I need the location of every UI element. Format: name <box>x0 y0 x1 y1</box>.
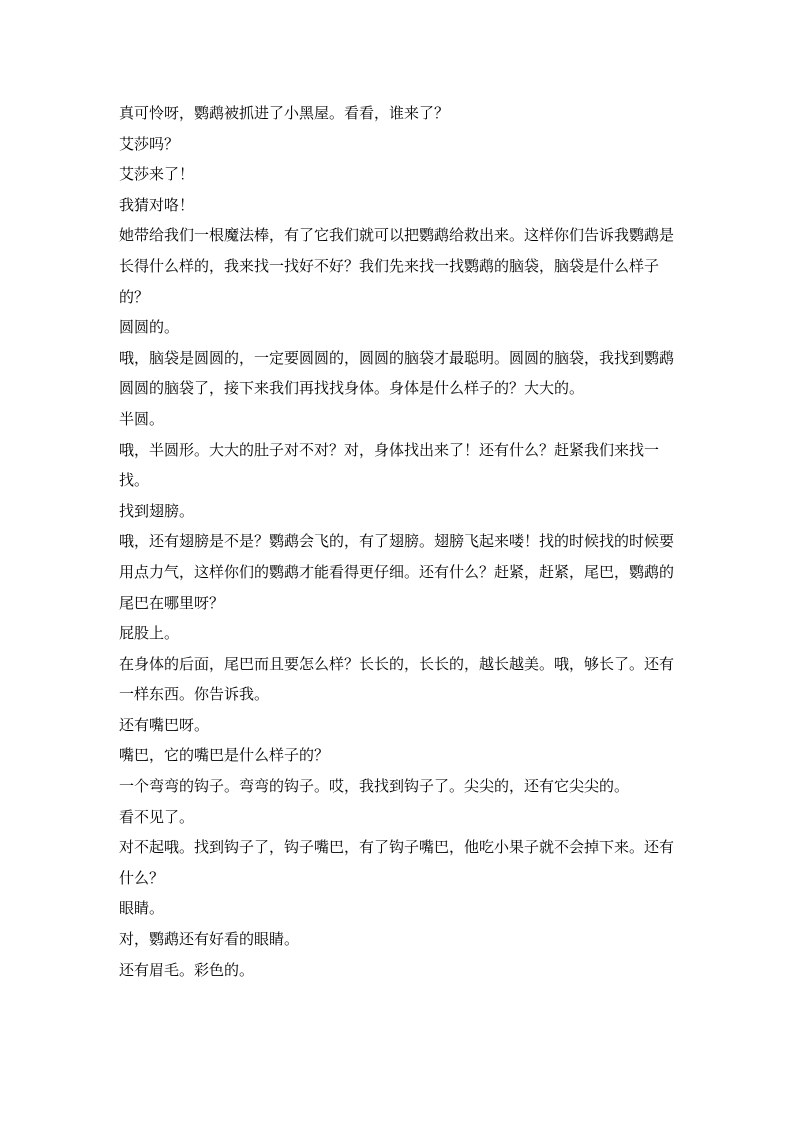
paragraph: 找到翅膀。 <box>119 501 195 520</box>
paragraph: 对，鹦鹉还有好看的眼睛。 <box>119 930 300 949</box>
paragraph: 还有眉毛。彩色的。 <box>119 960 255 979</box>
paragraph: 屁股上。 <box>119 624 180 643</box>
paragraph: 哦，脑袋是圆圆的，一定要圆圆的，圆圆的脑袋才最聪明。圆圆的脑袋，我找到鹦鹉圆圆的脑袋了，接下来我们再找找身体。身体是什么样子的？大大的。 <box>119 348 675 398</box>
paragraph: 对不起哦。找到钩子了，钩子嘴巴，有了钩子嘴巴，他吃小果子就不会掉下来。还有什么？ <box>119 838 675 887</box>
paragraph: 哦，还有翅膀是不是？鹦鹉会飞的，有了翅膀。翅膀飞起来喽！找的时候找的时候要用点力气，这样你们的鹦鹉才能看得更仔细。还有什么？赶紧，赶紧，尾巴，鹦鹉的尾巴在哪里呀？ <box>119 532 675 612</box>
paragraph: 哦，半圆形。大大的肚子对不对？对，身体找出来了！还有什么？赶紧我们来找一找。 <box>119 440 660 490</box>
paragraph: 还有嘴巴呀。 <box>119 715 210 734</box>
paragraph: 嘴巴，它的嘴巴是什么样子的？ <box>119 746 330 765</box>
paragraph: 一个弯弯的钩子。弯弯的钩子。哎，我找到钩子了。尖尖的，还有它尖尖的。 <box>119 777 630 796</box>
paragraph: 艾莎来了！ <box>119 165 195 184</box>
paragraph: 艾莎吗？ <box>119 134 180 153</box>
paragraph: 圆圆的。 <box>119 318 180 337</box>
paragraph: 真可怜呀，鹦鹉被抓进了小黑屋。看看，谁来了？ <box>119 104 450 122</box>
paragraph: 在身体的后面，尾巴而且要怎么样？长长的，长长的，越长越美。哦，够长了。还有一样东西。你告诉我。 <box>119 654 675 704</box>
paragraph: 眼睛。 <box>119 899 165 918</box>
transcript-body <box>119 98 679 985</box>
paragraph: 我猜对咯！ <box>119 195 195 214</box>
paragraph: 她带给我们一根魔法棒，有了它我们就可以把鹦鹉给救出来。这样你们告诉我鹦鹉是长得什么样的，我来找一找好不好？我们先来找一找鹦鹉的脑袋，脑袋是什么样子的？ <box>119 226 675 306</box>
paragraph: 看不见了。 <box>119 807 195 826</box>
paragraph: 半圆。 <box>119 409 165 428</box>
